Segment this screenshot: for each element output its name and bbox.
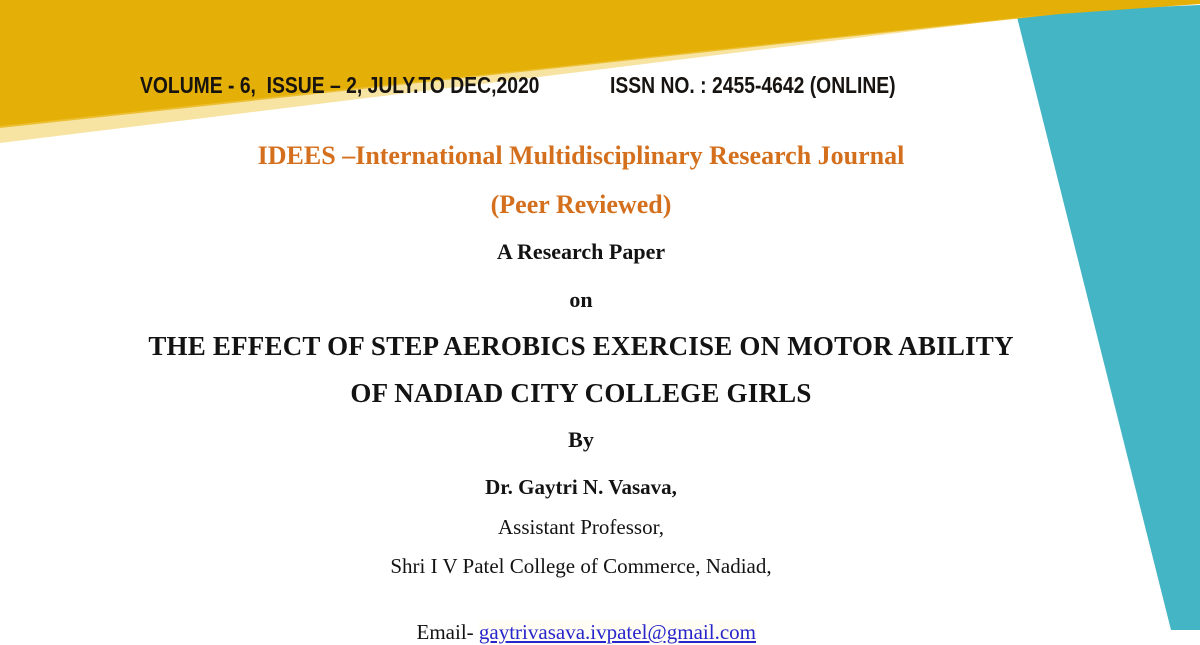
paper-title-line-1: THE EFFECT OF STEP AEROBICS EXERCISE ON MOTOR ABILITY (148, 331, 1014, 361)
on-connector: on (569, 287, 593, 312)
email-label: Email- (416, 620, 479, 644)
issue-header-row (140, 72, 896, 98)
journal-title: IDEES –International Multidisciplinary Research Journal (257, 141, 905, 170)
research-paper-kicker: A Research Paper (496, 239, 666, 264)
issn-text: ISSN NO. : 2455-4642 (ONLINE) (609, 72, 896, 98)
author-name: Dr. Gaytri N. Vasava, (485, 475, 677, 499)
email-line (0, 595, 1162, 645)
paper-title-line-2: OF NADIAD CITY COLLEGE GIRLS (350, 378, 812, 408)
author-affiliation: Shri I V Patel College of Commerce, Nadiad, (390, 554, 772, 578)
email-link[interactable]: gaytrivasava.ivpatel@gmail.com (478, 620, 756, 644)
by-label: By (568, 427, 594, 452)
peer-reviewed-label: (Peer Reviewed) (490, 190, 672, 219)
author-role: Assistant Professor, (498, 515, 664, 539)
volume-issue-text: VOLUME - 6, ISSUE – 2, JULY.TO DEC,2020 (140, 72, 540, 98)
